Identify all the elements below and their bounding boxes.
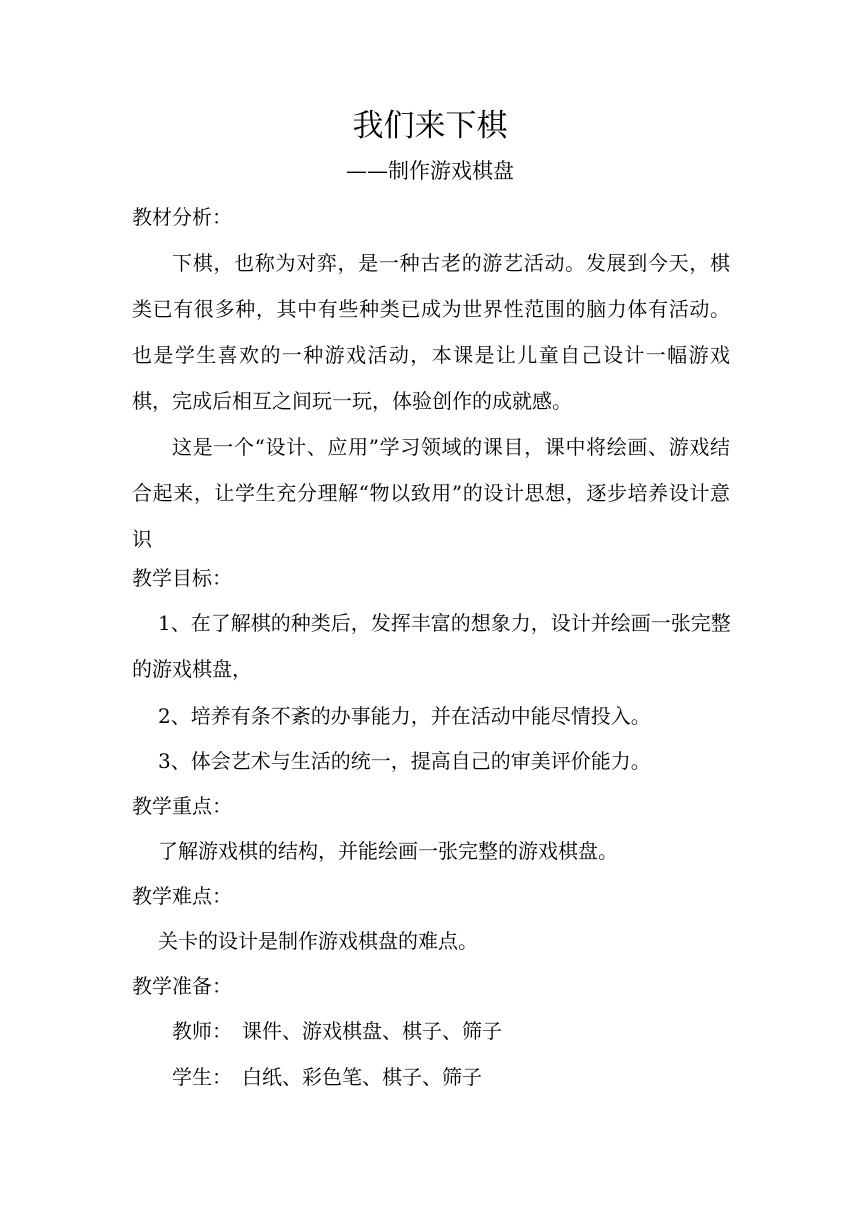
analysis-paragraph-1: 下棋，也称为对弈，是一种古老的游艺活动。发展到今天，棋类已有很多种，其中有些种类已成为世界性范围的脑力体有活动。也是学生喜欢的一种游戏活动，本课是让儿童自己设计一幅游戏棋，完成后相互之间玩一玩，体验创作的成就感。 — [132, 251, 730, 413]
document-title: 我们来下棋 — [352, 108, 508, 144]
preparation-heading: 教学准备： — [132, 974, 232, 998]
goal-item-1-line-2: 的游戏棋盘， — [132, 657, 252, 681]
student-label: 学生： — [172, 1065, 232, 1089]
document-subtitle: ——制作游戏棋盘 — [346, 159, 514, 183]
teacher-label: 教师： — [172, 1019, 232, 1043]
teacher-items: 课件、游戏棋盘、棋子、筛子 — [242, 1019, 502, 1043]
key-points-heading: 教学重点： — [132, 794, 232, 818]
student-items: 白纸、彩色笔、棋子、筛子 — [242, 1065, 482, 1089]
key-points-text: 了解游戏棋的结构，并能绘画一张完整的游戏棋盘。 — [158, 839, 618, 863]
analysis-paragraph-2: 这是一个“设计、应用”学习领域的课目，课中将绘画、游戏结合起来，让学生充分理解“物以致用”的设计思想，逐步培养设计意识 — [132, 435, 730, 551]
goal-item-1-line-1: 1、在了解棋的种类后，发挥丰富的想象力，设计并绘画一张完整 — [158, 611, 731, 635]
goal-item-3: 3、体会艺术与生活的统一，提高自己的审美评价能力。 — [158, 749, 651, 773]
goal-item-2: 2、培养有条不紊的办事能力，并在活动中能尽情投入。 — [158, 704, 651, 728]
analysis-heading: 教材分析： — [132, 205, 232, 229]
goals-heading: 教学目标： — [132, 566, 232, 590]
difficulties-heading: 教学难点： — [132, 884, 232, 908]
difficulties-text: 关卡的设计是制作游戏棋盘的难点。 — [158, 929, 478, 953]
